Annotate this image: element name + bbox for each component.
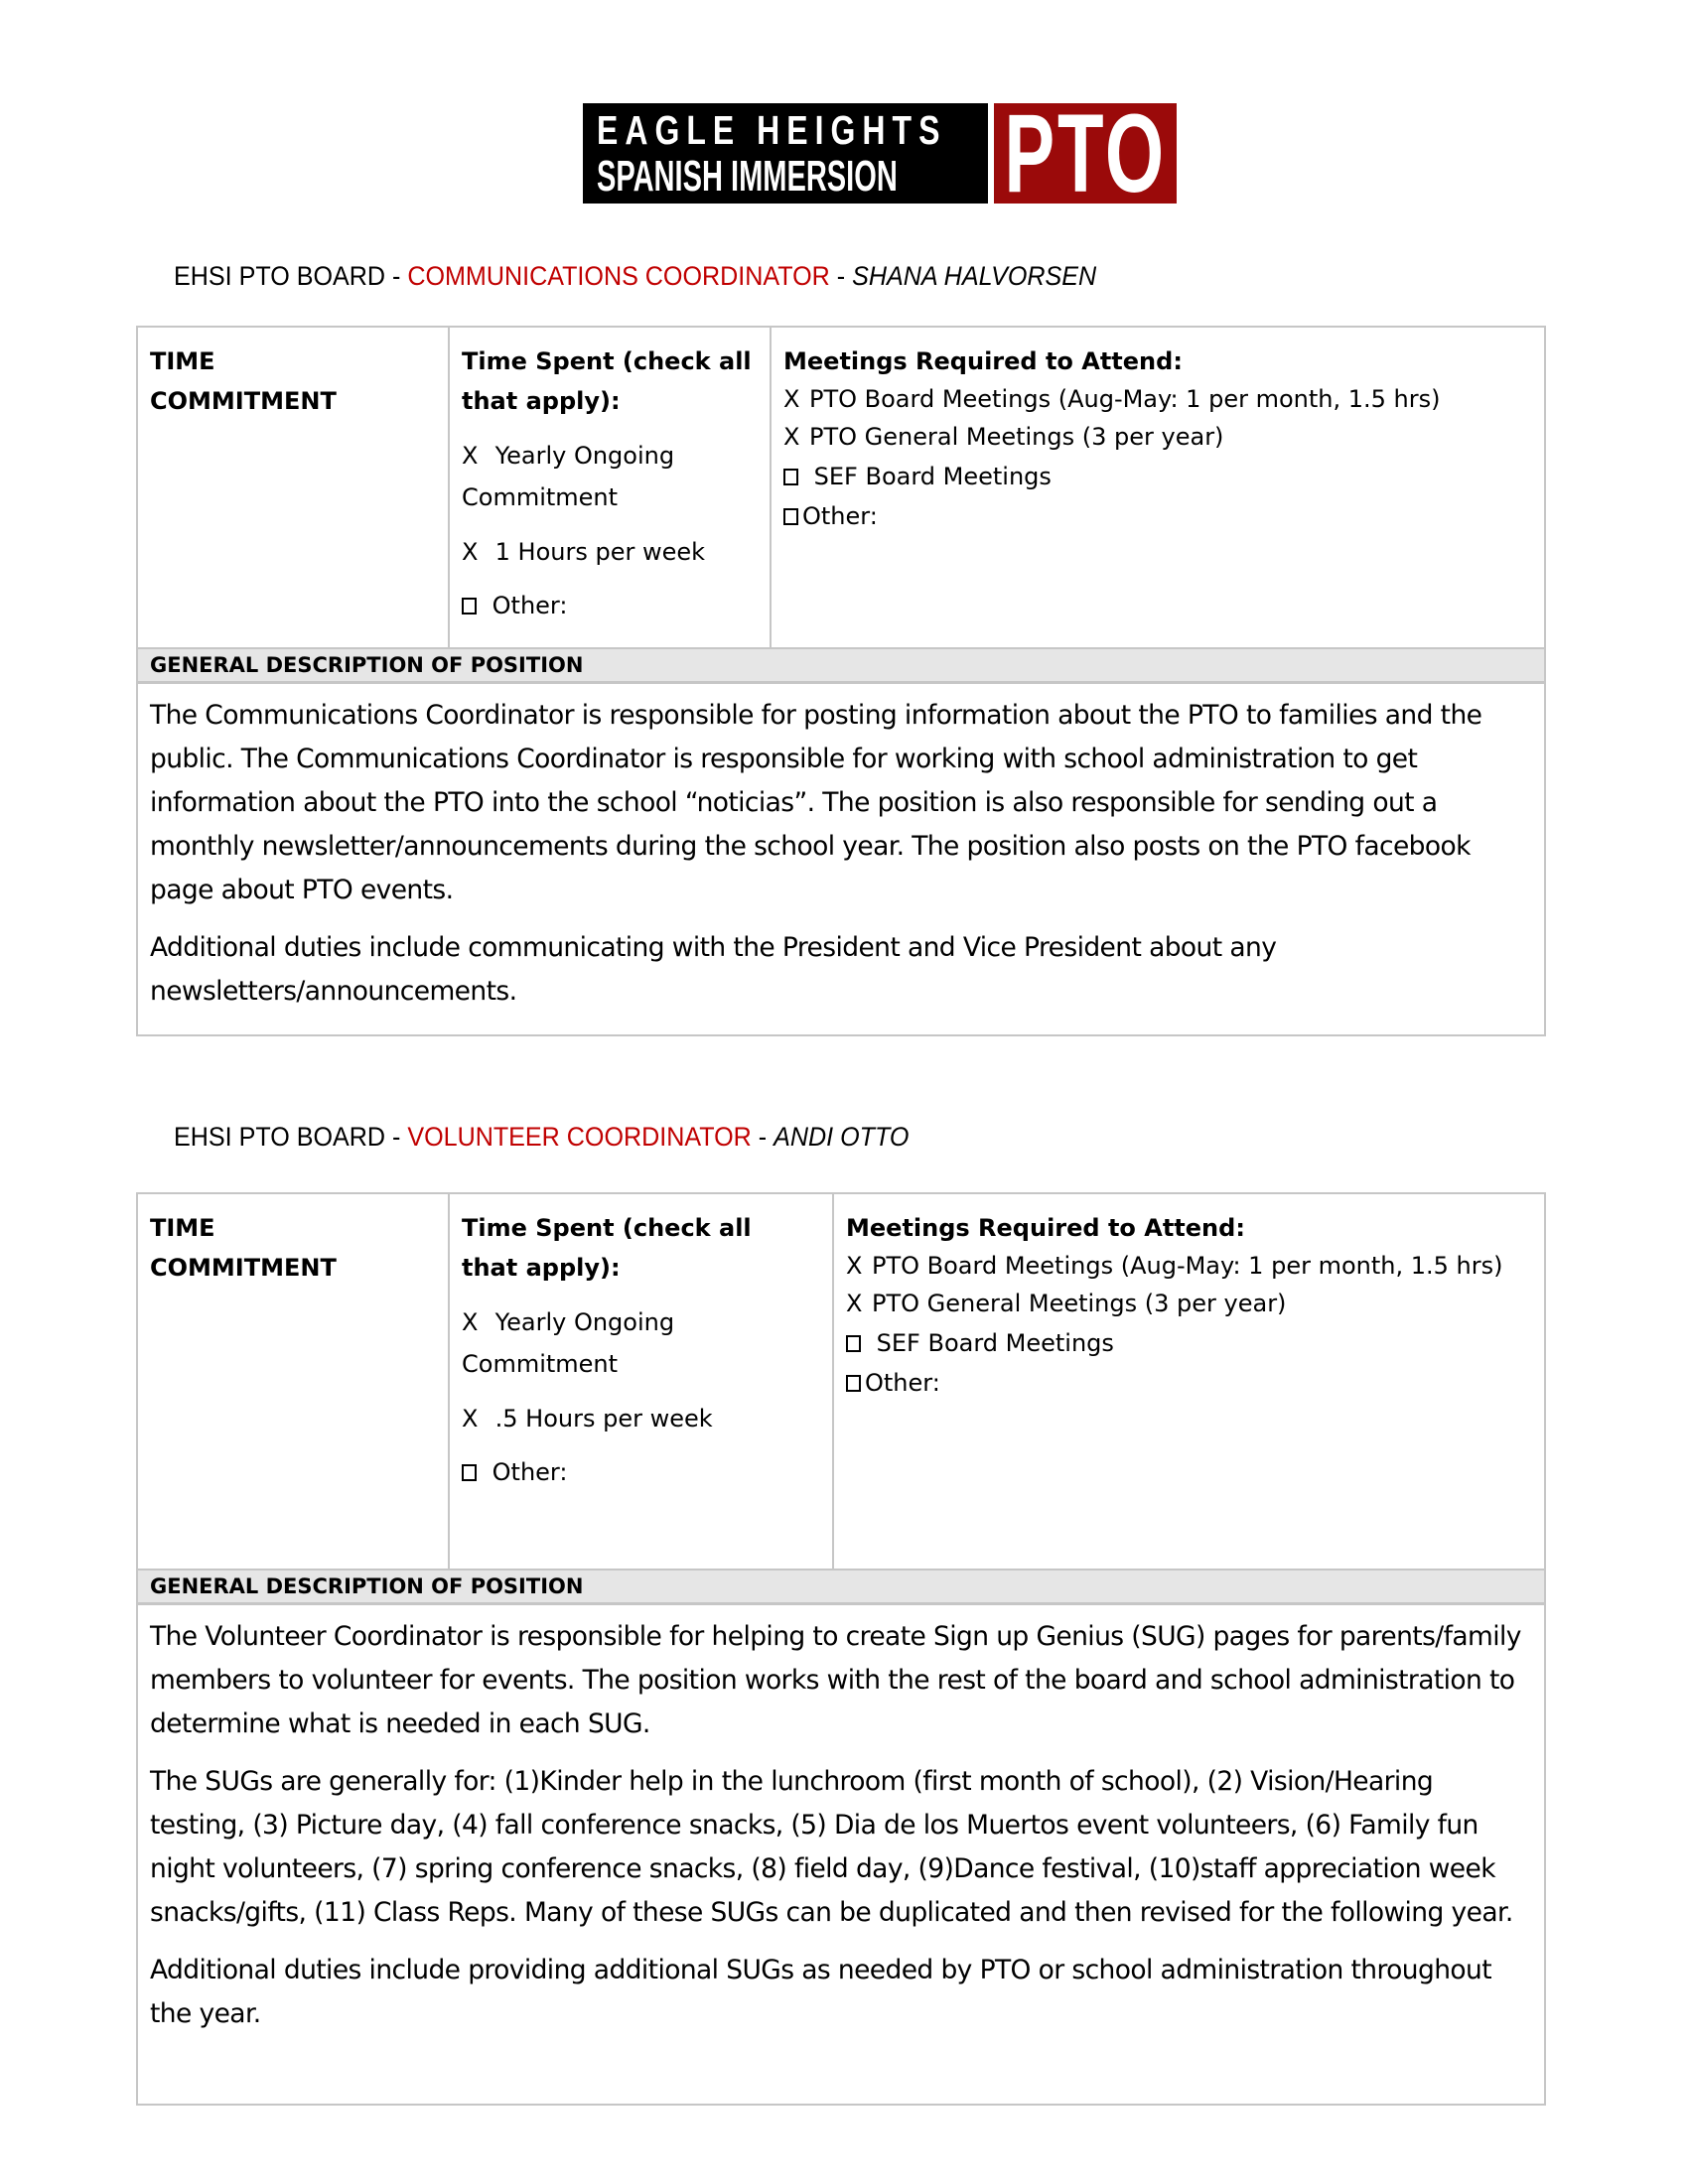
time-option-hours[interactable] [462, 1399, 820, 1438]
meeting-option-sef[interactable] [846, 1323, 1532, 1363]
time-commitment-label-cell [138, 1194, 448, 1569]
time-option-yearly[interactable] [462, 435, 758, 518]
general-description-header: GENERAL DESCRIPTION OF POSITION [138, 1570, 1544, 1605]
time-option-other[interactable] [462, 1452, 820, 1492]
description-paragraph: Additional duties include communicating with the President and Vice President about any newsletters/announcements. [150, 932, 1277, 1007]
x-check-icon: X [462, 538, 479, 566]
heading-org: EHSI PTO BOARD - [174, 1122, 408, 1152]
option-label: Yearly Ongoing Commitment [462, 1308, 675, 1378]
time-commitment-label-cell [138, 328, 448, 647]
x-check-icon: X [462, 1405, 479, 1433]
eagle-heights-pto-logo [583, 103, 1177, 204]
option-label: SEF Board Meetings [813, 463, 1052, 490]
heading-role: COMMUNICATIONS COORDINATOR [407, 261, 830, 291]
option-label: Other: [492, 592, 568, 619]
option-label: PTO General Meetings (3 per year) [872, 1290, 1287, 1317]
meeting-option-other[interactable] [846, 1363, 1532, 1403]
meeting-option-general[interactable] [783, 417, 1532, 457]
option-label: PTO Board Meetings (Aug-May: 1 per month, 1.5 hrs) [872, 1252, 1503, 1280]
heading-separator: - [751, 1122, 774, 1152]
time-label-line-1: TIME [150, 1214, 215, 1242]
empty-checkbox-icon [846, 1335, 861, 1352]
x-check-icon: X [462, 1308, 479, 1336]
time-label-line-2: COMMITMENT [150, 1254, 337, 1282]
description-paragraph: The Volunteer Coordinator is responsible for helping to create Sign up Genius (SUG) pages for parents/family members to volunteer for events. The position works with the rest of the board and school administration to determine what is needed in each SUG. [150, 1621, 1521, 1739]
logo-line-1: EAGLE HEIGHTS [597, 106, 947, 153]
meetings-label: Meetings Required to Attend: [846, 1214, 1245, 1242]
option-label: 1 Hours per week [494, 538, 706, 566]
time-option-other[interactable] [462, 586, 758, 625]
logo-pto-panel [994, 103, 1177, 204]
general-description-body [138, 1605, 1544, 2036]
time-label-line-1: TIME [150, 347, 215, 375]
position-heading-communications [174, 261, 1096, 292]
time-option-hours[interactable] [462, 532, 758, 572]
meeting-option-general[interactable] [846, 1284, 1532, 1323]
time-label-line-2: COMMITMENT [150, 387, 337, 415]
option-label: SEF Board Meetings [876, 1329, 1114, 1357]
empty-checkbox-icon [846, 1375, 861, 1392]
position-table-volunteer [136, 1192, 1546, 2106]
heading-separator: - [829, 261, 853, 291]
time-commitment-row [138, 1194, 1544, 1570]
option-label: Yearly Ongoing Commitment [462, 442, 675, 511]
option-label: .5 Hours per week [494, 1405, 713, 1433]
meeting-option-board[interactable] [846, 1246, 1532, 1286]
time-spent-label: Time Spent (check all that apply): [462, 1214, 752, 1282]
meeting-option-other[interactable] [783, 496, 1532, 536]
x-check-icon: X [462, 442, 479, 470]
meeting-option-sef[interactable] [783, 457, 1532, 496]
option-label: Other: [492, 1458, 568, 1486]
option-label: PTO Board Meetings (Aug-May: 1 per month, 1.5 hrs) [809, 385, 1441, 413]
time-spent-cell [448, 1194, 832, 1569]
time-option-yearly[interactable] [462, 1301, 779, 1385]
logo-pto-text: PTO [1004, 103, 1167, 204]
option-label: Other: [802, 502, 878, 530]
time-commitment-row [138, 328, 1544, 649]
logo-school-name-panel [583, 103, 988, 204]
general-description-header: GENERAL DESCRIPTION OF POSITION [138, 649, 1544, 684]
heading-role: VOLUNTEER COORDINATOR [407, 1122, 752, 1152]
heading-person-name: SHANA HALVORSEN [852, 261, 1097, 291]
time-spent-cell [448, 328, 770, 647]
description-paragraph: Additional duties include providing additional SUGs as needed by PTO or school administration throughout the year. [150, 1955, 1491, 2029]
position-heading-volunteer [174, 1122, 909, 1153]
x-check-icon: X [846, 1252, 863, 1280]
position-table-communications [136, 326, 1546, 1036]
description-paragraph: The SUGs are generally for: (1)Kinder help in the lunchroom (first month of school), (2) Vision/Hearing testing, (3) Picture day, (4) fall conference snacks, (5) Dia de los Muertos event volunteers, (6) Family fun night volunteers, (7) spring conference snacks, (8) field day, (9)Dance festival, (10)staff appreciation week snacks/gifts, (11) Class Reps. Many of these SUGs can be duplicated and then revised for the following year. [150, 1766, 1513, 1928]
x-check-icon: X [846, 1290, 863, 1317]
meetings-label: Meetings Required to Attend: [783, 347, 1183, 375]
description-paragraph: The Communications Coordinator is responsible for posting information about the PTO to families and the public. The Communications Coordinator is responsible for working with school administration to get information about the PTO into the school “noticias”. The position is also responsible for sending out a monthly newsletter/announcements during the school year. The position also posts on the PTO facebook page about PTO events. [150, 700, 1482, 905]
option-label: Other: [865, 1369, 940, 1397]
empty-checkbox-icon [783, 469, 798, 485]
heading-org: EHSI PTO BOARD - [174, 261, 408, 291]
empty-checkbox-icon [462, 1464, 477, 1481]
x-check-icon: X [783, 385, 800, 413]
time-spent-label: Time Spent (check all that apply): [462, 347, 752, 415]
empty-checkbox-icon [783, 508, 798, 525]
meetings-cell [832, 1194, 1544, 1569]
x-check-icon: X [783, 423, 800, 451]
empty-checkbox-icon [462, 598, 477, 614]
option-label: PTO General Meetings (3 per year) [809, 423, 1224, 451]
general-description-body [138, 684, 1544, 1014]
heading-person-name: ANDI OTTO [774, 1122, 910, 1152]
meetings-cell [770, 328, 1544, 647]
meeting-option-board[interactable] [783, 379, 1532, 419]
logo-line-2: SPANISH IMMERSION [597, 151, 898, 201]
